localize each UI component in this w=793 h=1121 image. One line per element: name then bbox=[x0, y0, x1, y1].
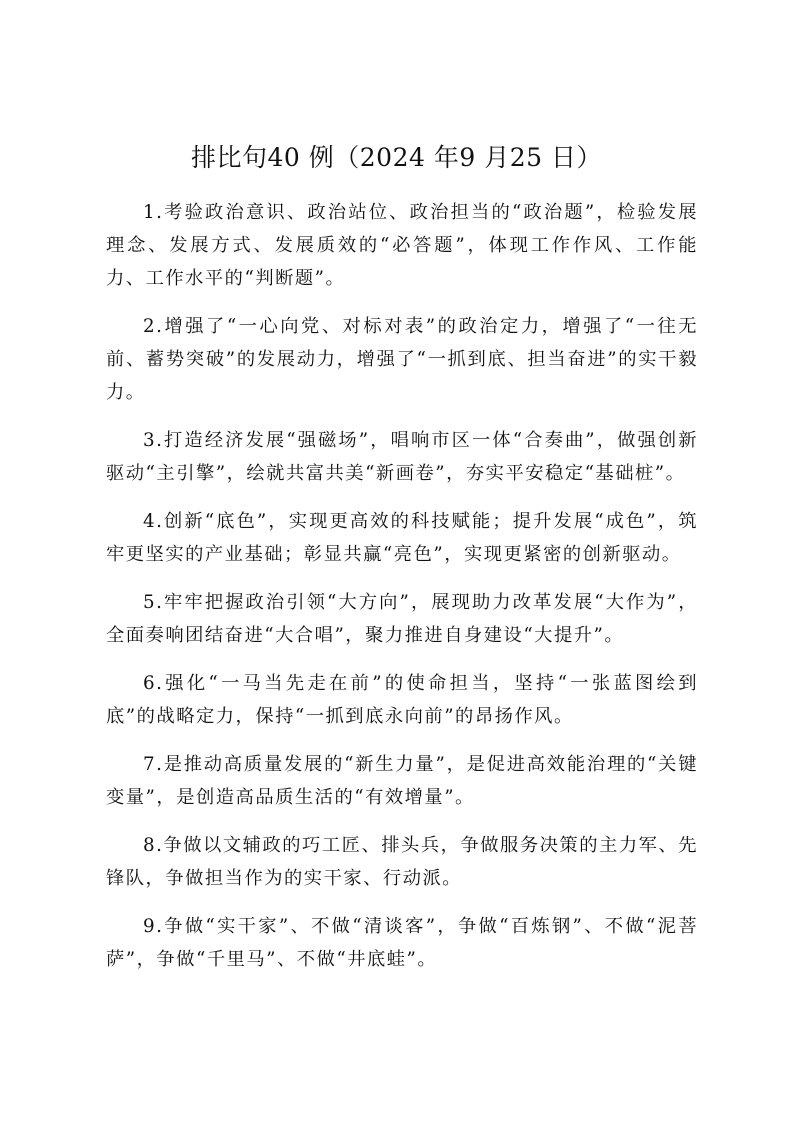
document-title: 排比句40 例（2024 年9 月25 日） bbox=[191, 143, 602, 172]
list-item: 6.强化“一马当先走在前”的使命担当，坚持“一张蓝图绘到底”的战略定力，保持“一抓到底永向前”的昂扬作风。 bbox=[106, 673, 698, 727]
list-item: 9.争做“实干家”、不做“清谈客”，争做“百炼钢”、不做“泥菩萨”，争做“千里马”、不做“井底蛙”。 bbox=[106, 916, 698, 970]
list-item: 7.是推动高质量发展的“新生力量”，是促进高效能治理的“关键变量”，是创造高品质生活的“有效增量”。 bbox=[106, 754, 698, 808]
list-item: 5.牢牢把握政治引领“大方向”，展现助力改革发展“大作为”，全面奏响团结奋进“大合唱”，聚力推进自身建设“大提升”。 bbox=[106, 592, 698, 646]
list-item: 8.争做以文辅政的巧工匠、排头兵，争做服务决策的主力军、先锋队，争做担当作为的实干家、行动派。 bbox=[106, 835, 698, 889]
item-list bbox=[106, 196, 698, 991]
list-item: 2.增强了“一心向党、对标对表”的政治定力，增强了“一往无前、蓄势突破”的发展动力，增强了“一抓到底、担当奋进”的实干毅力。 bbox=[106, 316, 698, 403]
list-item: 1.考验政治意识、政治站位、政治担当的“政治题”，检验发展理念、发展方式、发展质效的“必答题”，体现工作作风、工作能力、工作水平的“判断题”。 bbox=[106, 202, 698, 289]
list-item: 3.打造经济发展“强磁场”，唱响市区一体“合奏曲”，做强创新驱动“主引擎”，绘就共富共美“新画卷”，夯实平安稳定“基础桩”。 bbox=[106, 430, 698, 484]
list-item: 4.创新“底色”，实现更高效的科技赋能；提升发展“成色”，筑牢更坚实的产业基础；彰显共赢“亮色”，实现更紧密的创新驱动。 bbox=[106, 511, 698, 565]
